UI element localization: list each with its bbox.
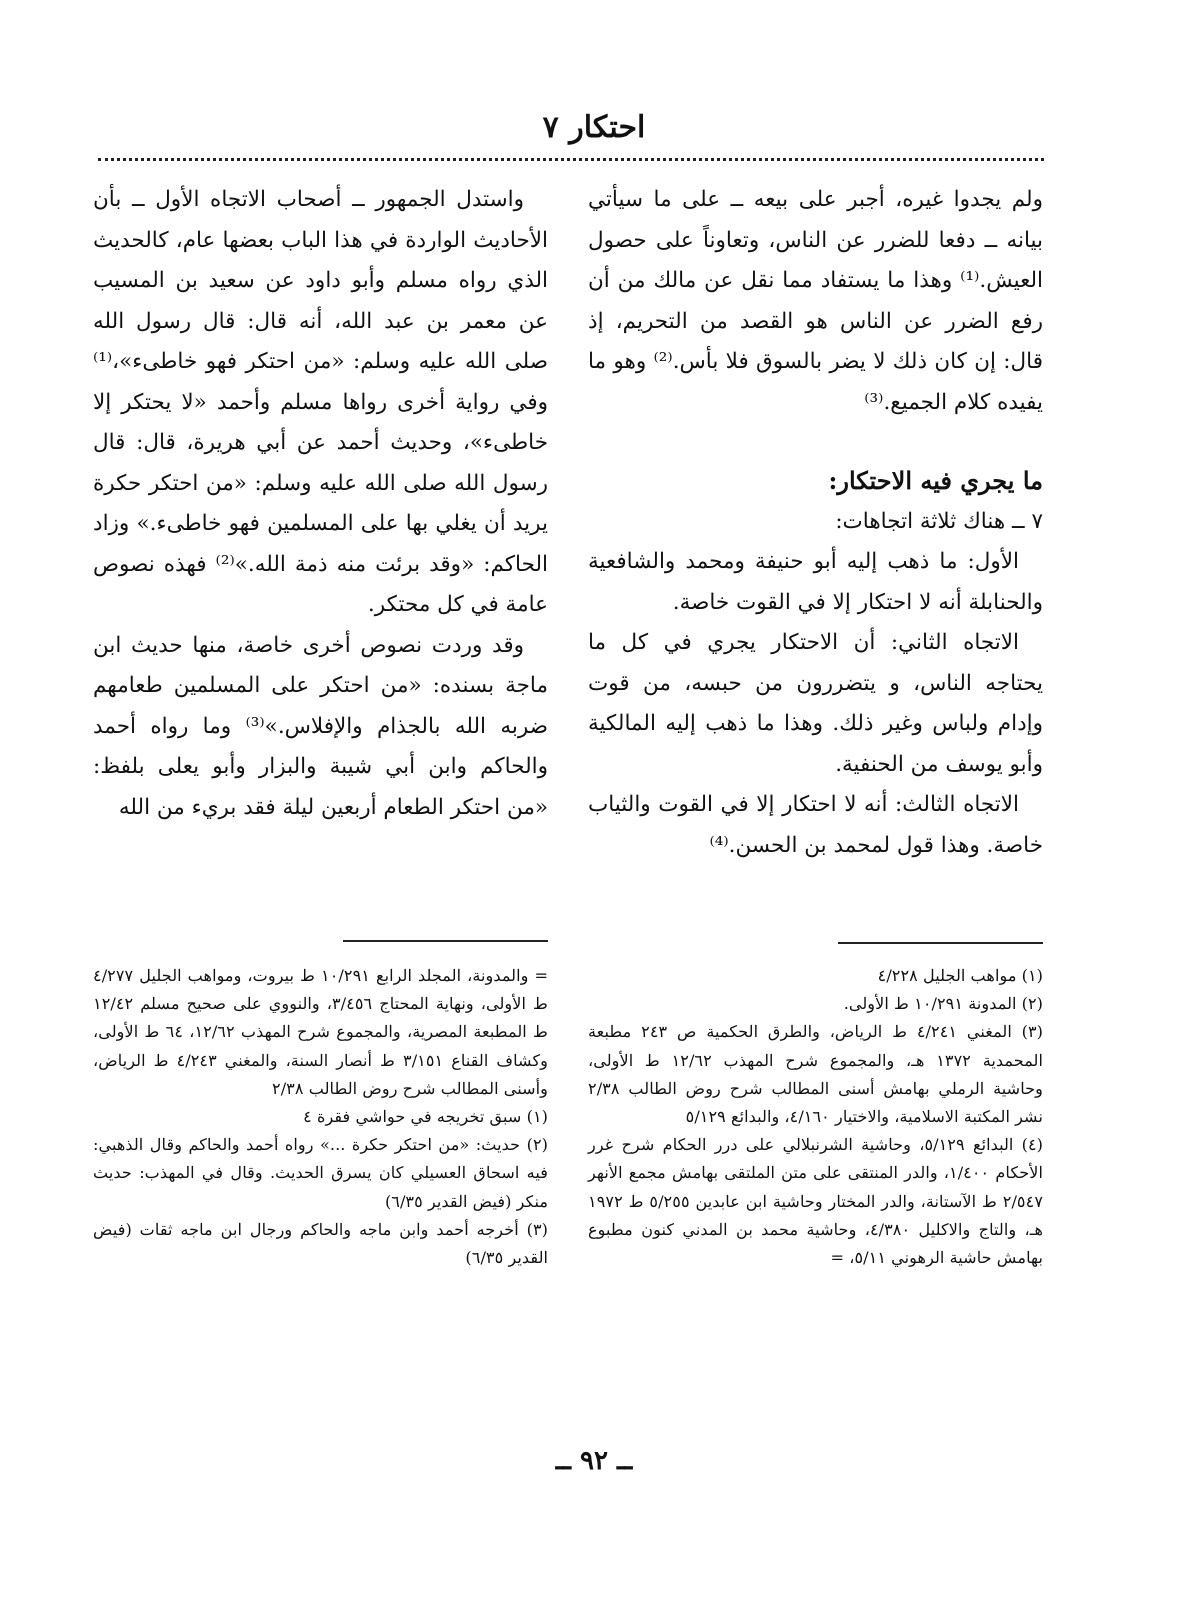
footnote-item: (٢) حديث: «من احتكر حكرة ...» رواه أحمد والحاكم وقال الذهبي: فيه اسحاق العسيلي كان يسرق الحديث. وقال في المهذب: حديث منكر (فيض القدير ٦/٣٥)	[93, 1135, 548, 1211]
left-paragraph-1: واستدل الجمهور ــ أصحاب الاتجاه الأول ــ بأن الأحاديث الواردة في هذا الباب بعضها عام، كالحديث الذي رواه مسلم وأبو داود عن سعيد بن المسيب عن معمر بن عبد الله، أنه قال: قال رسول الله صلى الله عليه وسلم: «من احتكر فهو خاطىء»،⁽¹⁾ وفي رواية أخرى رواها مسلم وأحمد «لا يحتكر إلا خاطىء»، وحديث أحمد عن أبي هريرة، قال: قال رسول الله صلى الله عليه وسلم: «من احتكر حكرة يريد أن يغلي بها على المسلمين فهو خاطىء.» وزاد الحاكم: «وقد برئت منه ذمة الله.»⁽²⁾ فهذه نصوص عامة في كل محتكر.	[93, 187, 548, 617]
footnote-rule-left	[343, 940, 548, 942]
left-text-column	[93, 180, 548, 828]
footnote-item: (٤) البدائع ٥/١٢٩، وحاشية الشرنبلالي على درر الحكام شرح غرر الأحكام ١/٤٠٠، والدر المنتقى على متن الملتقى بهامش مجمع الأنهر ٢/٥٤٧ ط الآستانة، والدر المختار وحاشية ابن عابدين ٥/٢٥٥ ط ١٩٧٢ هـ، والتاج والاكليل ٤/٣٨٠، وحاشية محمد بن المدني كنون مطبوع بهامش حاشية الرهوني ٥/١١، =	[588, 1135, 1044, 1268]
footnote-item: (٣) أخرجه أحمد وابن ماجه والحاكم ورجال ابن ماجه ثقات (فيض القدير ٦/٣٥)	[93, 1219, 548, 1268]
footnote-item: = والمدونة، المجلد الرابع ١٠/٢٩١ ط بيروت، ومواهب الجليل ٤/٢٧٧ ط الأولى، ونهاية المحتاج ٣/٤٥٦، والنووي على صحيح مسلم ١٢/٤٢ ط المطبعة المصرية، والمجموع شرح المهذب ١٢/٦٢، ٦٤ ط الأولى، وكشاف القناع ٣/١٥١ ط أنصار السنة، والمغني ٤/٢٤٣ ط الرياض، وأسنى المطالب شرح روض الطالب ٢/٣٨	[93, 966, 549, 1098]
right-paragraph-1: ولم يجدوا غيره، أجبر على بيعه ــ على ما سيأتي بيانه ــ دفعا للضرر عن الناس، وتعاوناً على حصول العيش.⁽¹⁾ وهذا ما يستفاد مما نقل عن مالك من أن رفع الضرر عن الناس هو القصد من التحريم، إذ قال: إن كان ذلك لا يضر بالسوق فلا بأس.⁽²⁾ وهو ما يفيده كلام الجميع.⁽³⁾	[588, 187, 1043, 415]
page-number: ــ ٩٢ ــ	[555, 1446, 633, 1476]
footnote-item: (٢) المدونة ١٠/٢٩١ ط الأولى.	[843, 994, 1043, 1014]
right-paragraph-3: الأول: ما ذهب إليه أبو حنيفة ومحمد والشافعية والحنابلة أنه لا احتكار إلا في القوت خاصة.	[588, 549, 1043, 615]
header-dotted-rule	[98, 158, 1044, 161]
right-paragraph-2: ٧ ــ هناك ثلاثة اتجاهات:	[835, 508, 1043, 534]
right-paragraph-5: الاتجاه الثالث: أنه لا احتكار إلا في القوت والثياب خاصة. وهذا قول لمحمد بن الحسن.⁽⁴⁾	[588, 792, 1043, 858]
footnote-rule-right	[838, 942, 1043, 944]
right-paragraph-4: الاتجاه الثاني: أن الاحتكار يجري في كل ما يحتاجه الناس، و يتضررون من حبسه، من قوت وإدام ولباس وغير ذلك. وهذا ما ذهب إليه المالكية وأبو يوسف من الحنفية.	[588, 630, 1043, 777]
footnote-item: (١) سبق تخريجه في حواشي فقرة ٤	[303, 1107, 548, 1127]
left-paragraph-2: وقد وردت نصوص أخرى خاصة، منها حديث ابن ماجة بسنده: «من احتكر على المسلمين طعامهم ضربه الله بالجذام والإفلاس.»⁽³⁾ وما رواه أحمد والحاكم وابن أبي شيبة والبزار وأبو يعلى بلفظ: «من احتكر الطعام أربعين ليلة فقد بريء من الله	[93, 632, 549, 820]
footnote-item: (١) مواهب الجليل ٤/٢٢٨	[877, 966, 1043, 985]
footnotes-right	[588, 962, 1043, 1272]
footnotes-left	[93, 962, 548, 1272]
footnote-item: (٣) المغني ٤/٢٤١ ط الرياض، والطرق الحكمية ص ٢٤٣ مطبعة المحمدية ١٣٧٢ هـ، والمجموع شرح المهذب ١٢/٦٢ ط الأولى، وحاشية الرملي بهامش أسنى المطالب شرح روض الطالب ٢/٣٨ نشر المكتبة الاسلامية، والاختيار ٤/١٦٠، والبدائع ٥/١٢٩	[588, 1022, 1043, 1127]
section-heading: ما يجري فيه الاحتكار:	[828, 466, 1043, 495]
page-header-title: احتكار ٧	[542, 110, 646, 145]
right-text-column	[588, 180, 1043, 866]
